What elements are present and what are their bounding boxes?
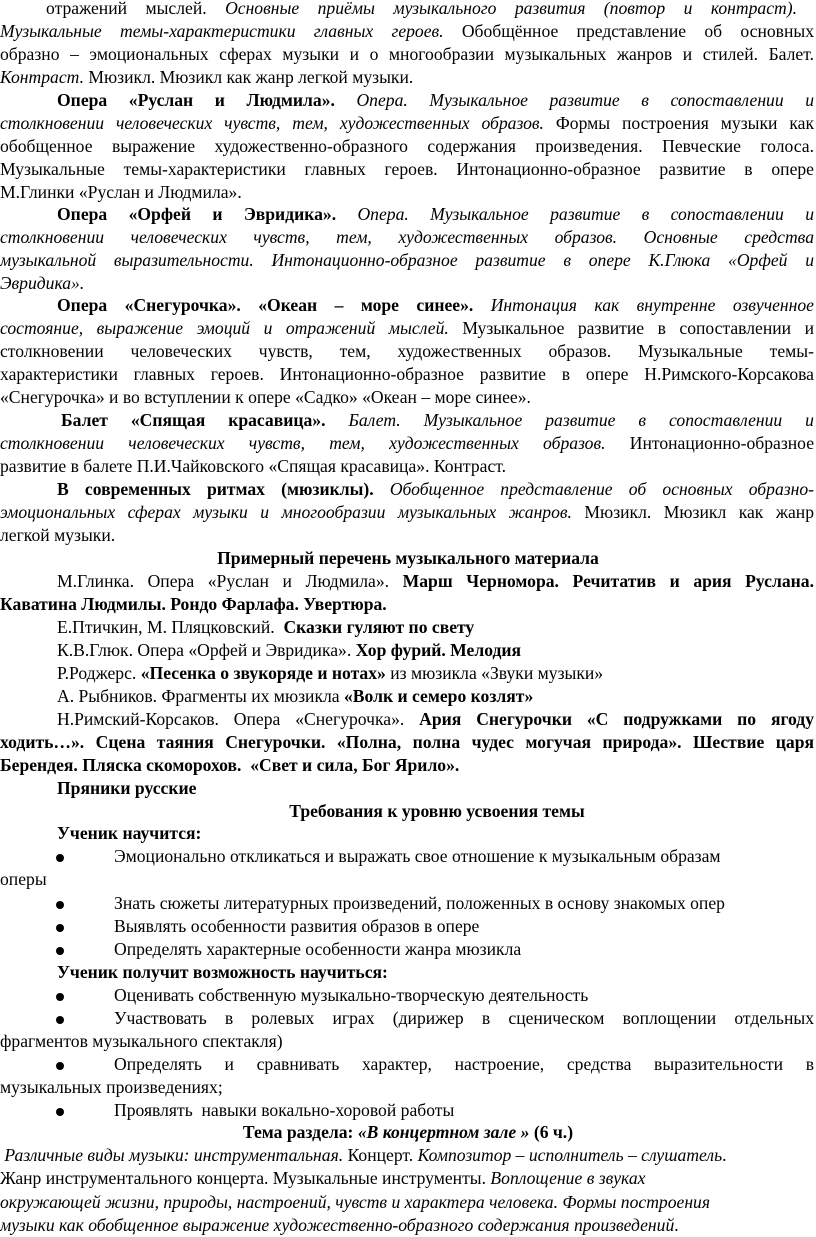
text-run: Жанр инструментального концерта. Музыкальные инструменты. — [0, 1168, 491, 1188]
text-line — [57, 662, 603, 685]
text-run: Мюзикл. Мюзикл как жанр — [571, 502, 814, 522]
text-line — [0, 800, 816, 823]
text-line — [114, 1099, 454, 1122]
text-line — [0, 317, 814, 340]
text-run: музыки как обобщенное выражение художественно-образного содержания произведений — [0, 1215, 675, 1235]
text-line — [114, 938, 521, 961]
text-run: . — [674, 1215, 679, 1235]
text-run: Концерт. — [343, 1145, 418, 1165]
text-run: Пряники русские — [57, 778, 197, 798]
text-line — [57, 777, 196, 800]
text-run: ходить…». Сцена таяния Снегурочки. «Полна, полна чудес могучая природа». Шествие царя — [0, 732, 814, 752]
text-line — [0, 524, 115, 547]
text-run: Сказки гуляют по свету — [283, 617, 475, 637]
text-run: Основные приёмы музыкального развития (повтор и контраст). — [225, 0, 797, 18]
text-line — [0, 363, 814, 386]
text-run: Балет «Спящая красавица». — [61, 410, 326, 430]
text-run: В современных ритмах (мюзиклы). — [57, 479, 374, 499]
text-run: «Волк и семеро козлят» — [344, 686, 534, 706]
text-run: из мюзикла «Звуки музыки» — [385, 663, 604, 683]
text-run: Каватина Людмилы. Рондо Фарлафа. Увертюра. — [0, 594, 387, 614]
bullet-icon — [56, 986, 66, 996]
text-run: Опера «Орфей и Эвридика». — [57, 204, 337, 224]
text-run: «Снегурочка» и во вступлении к опере «Садко» «Океан – море синее». — [0, 387, 531, 407]
text-line — [0, 43, 814, 66]
text-run: Музыкальные темы-характеристики главных героев. Интонационно-образное развитие в опере — [0, 159, 814, 179]
text-line — [0, 181, 242, 204]
text-run: оперы — [0, 869, 47, 889]
text-line — [57, 203, 814, 226]
text-run: Е.Птичкин, М. Пляцковский. — [57, 617, 284, 637]
text-line — [0, 547, 816, 570]
text-run: Требования к уровню усвоения темы — [289, 801, 585, 821]
text-run: Балет. Музыкальное развитие в сопоставлении и — [325, 410, 814, 430]
text-run: состояние, выражение эмоций и отражений мыслей. — [0, 318, 449, 338]
bullet-icon — [56, 847, 66, 857]
text-line — [57, 961, 388, 984]
text-run: Интонация как внутренне озвученное — [473, 295, 814, 315]
text-run: Примерный перечень музыкального материала — [217, 548, 599, 568]
text-run: Композитор – исполнитель – слушатель — [417, 1145, 723, 1165]
text-run: А. Рыбников. Фрагменты их мюзикла — [57, 686, 344, 706]
text-run: Проявлять навыки вокально-хоровой работы — [114, 1100, 455, 1120]
text-run: Ученик получит возможность научиться: — [57, 962, 388, 982]
text-run: Опера. Музыкальное развитие в сопоставлении и — [334, 90, 814, 110]
text-line — [57, 570, 814, 593]
text-run: Ученик научится: — [57, 823, 202, 843]
text-run: Н.Римский-Корсаков. Опера «Снегурочка». — [57, 709, 420, 729]
text-line — [0, 455, 506, 478]
text-line — [114, 984, 588, 1007]
text-run: окружающей жизни, природы, настроений, чувств и характера человека. Формы построения — [0, 1192, 711, 1212]
text-run: Выявлять особенности развития образов в опере — [114, 916, 480, 936]
text-run: Мюзикл. Мюзикл как жанр легкой музыки. — [83, 67, 414, 87]
text-run: Ария Снегурочки «С подружками по ягоду — [419, 709, 814, 729]
text-run: Музыкальное развитие в сопоставлении и — [448, 318, 814, 338]
text-run: Участвовать в ролевых играх (дирижер в сценическом воплощении отдельных — [114, 1008, 814, 1028]
text-line — [57, 639, 521, 662]
text-run: столкновении человеческих чувств, тем, художественных образов. — [0, 433, 606, 453]
text-run: «Песенка о звукоряде и нотах» — [140, 663, 386, 683]
text-run: столкновении человеческих чувств, тем, художественных образов. Музыкальные темы- — [0, 341, 814, 361]
text-run: Тема раздела: — [242, 1122, 358, 1142]
text-run: Опера «Руслан и Людмила». — [57, 90, 335, 110]
text-run: М.Глинки «Руслан и Людмила». — [0, 182, 242, 202]
text-line — [114, 892, 725, 915]
text-line — [0, 1167, 645, 1190]
text-line — [57, 822, 201, 845]
text-line — [57, 616, 474, 639]
text-line — [114, 915, 479, 938]
text-run: обобщенное выражение художественно-образного содержания произведения. Певческие голоса. — [0, 136, 814, 156]
text-run: музыкальной выразительности. Интонационно-образное развитие в опере К.Глюка «Орфей и — [0, 250, 814, 270]
text-run: развитие в балете П.И.Чайковского «Спящая красавица». Контраст. — [0, 456, 507, 476]
text-run: Опера «Снегурочка». «Океан – море синее». — [57, 295, 474, 315]
text-run: . — [722, 1145, 727, 1165]
text-run: Эвридика». — [0, 273, 85, 293]
text-line — [0, 249, 814, 272]
text-run: Оценивать собственную музыкально-творческую деятельность — [114, 985, 589, 1005]
text-run: Музыкальные темы-характеристики главных героев. — [0, 21, 444, 41]
text-line — [0, 1076, 223, 1099]
bullet-icon — [56, 1101, 66, 1111]
bullet-icon — [56, 894, 66, 904]
text-run: музыкальных произведениях; — [0, 1077, 223, 1097]
text-run: Хор фурий. Мелодия — [355, 640, 522, 660]
text-run: столкновении человеческих чувств, тем, художественных образов. — [0, 113, 544, 133]
text-line — [0, 272, 84, 295]
text-line — [0, 432, 814, 455]
text-line — [57, 89, 814, 112]
text-run: Знать сюжеты литературных произведений, положенных в основу знакомых опер — [114, 893, 725, 913]
text-line — [0, 66, 413, 89]
text-run: фрагментов музыкального спектакля) — [0, 1031, 283, 1051]
text-run: Контраст. — [0, 67, 84, 87]
text-line — [0, 226, 814, 249]
text-line — [0, 754, 459, 777]
text-run: образно – эмоциональных сферах музыки и о многообразии музыкальных жанров и стилей. Балет. — [0, 44, 814, 64]
text-line — [57, 708, 814, 731]
text-line — [0, 593, 387, 616]
bullet-icon — [56, 940, 66, 950]
text-run: Р.Роджерс. — [57, 663, 141, 683]
bullet-icon — [56, 1009, 66, 1019]
text-run: столкновении человеческих чувств, тем, художественных образов. Основные средства — [0, 227, 814, 247]
text-line — [0, 868, 47, 891]
text-run: «В концертном зале » — [357, 1122, 530, 1142]
text-run: Определять и сравнивать характер, настроение, средства выразительности в — [114, 1054, 814, 1074]
text-line — [0, 1030, 283, 1053]
text-line — [0, 386, 531, 409]
text-line — [0, 112, 814, 135]
text-run: К.В.Глюк. Опера «Орфей и Эвридика». — [57, 640, 356, 660]
text-run: Различные виды музыки: инструментальная. — [0, 1145, 344, 1165]
text-line — [57, 685, 533, 708]
text-run: Воплощение в звуках — [490, 1168, 646, 1188]
text-line — [0, 20, 814, 43]
text-line — [114, 1053, 814, 1076]
text-line — [0, 135, 814, 158]
text-line — [0, 731, 814, 754]
text-run: Эмоционально откликаться и выражать свое отношение к музыкальным образам — [114, 846, 721, 866]
text-line — [0, 1144, 726, 1167]
text-run: отражений мыслей. — [46, 0, 226, 18]
text-run: Интонационно-образное — [605, 433, 815, 453]
text-run: Определять характерные особенности жанра мюзикла — [114, 939, 522, 959]
text-line — [114, 845, 721, 868]
bullet-icon — [56, 1055, 66, 1065]
text-line — [57, 478, 814, 501]
text-line — [0, 1191, 710, 1214]
text-line — [0, 501, 814, 524]
text-line — [0, 340, 814, 363]
text-run: Марш Черномора. Речитатив и ария Руслана. — [402, 571, 814, 591]
text-run: характеристики главных героев. Интонационно-образное развитие в опере Н.Римского-Корсакова — [0, 364, 814, 384]
text-run: Опера. Музыкальное развитие в сопоставлении и — [336, 204, 815, 224]
text-line — [61, 409, 814, 432]
text-run: (6 ч.) — [529, 1122, 574, 1142]
text-run: М.Глинка. Опера «Руслан и Людмила». — [57, 571, 403, 591]
text-run: Обобщённое представление об основных — [443, 21, 815, 41]
text-line — [46, 0, 797, 20]
text-run: Формы построения музыки как — [543, 113, 815, 133]
text-line — [0, 1121, 816, 1144]
text-run: Берендея. Пляска скоморохов. «Свет и сила, Бог Ярило». — [0, 755, 460, 775]
text-line — [57, 294, 814, 317]
text-run: эмоциональных сферах музыки и многообразии музыкальных жанров. — [0, 502, 572, 522]
text-line — [0, 158, 814, 181]
bullet-icon — [56, 917, 66, 927]
text-run: легкой музыки. — [0, 525, 116, 545]
text-line — [114, 1007, 814, 1030]
text-run: Обобщенное представление об основных образно- — [373, 479, 814, 499]
